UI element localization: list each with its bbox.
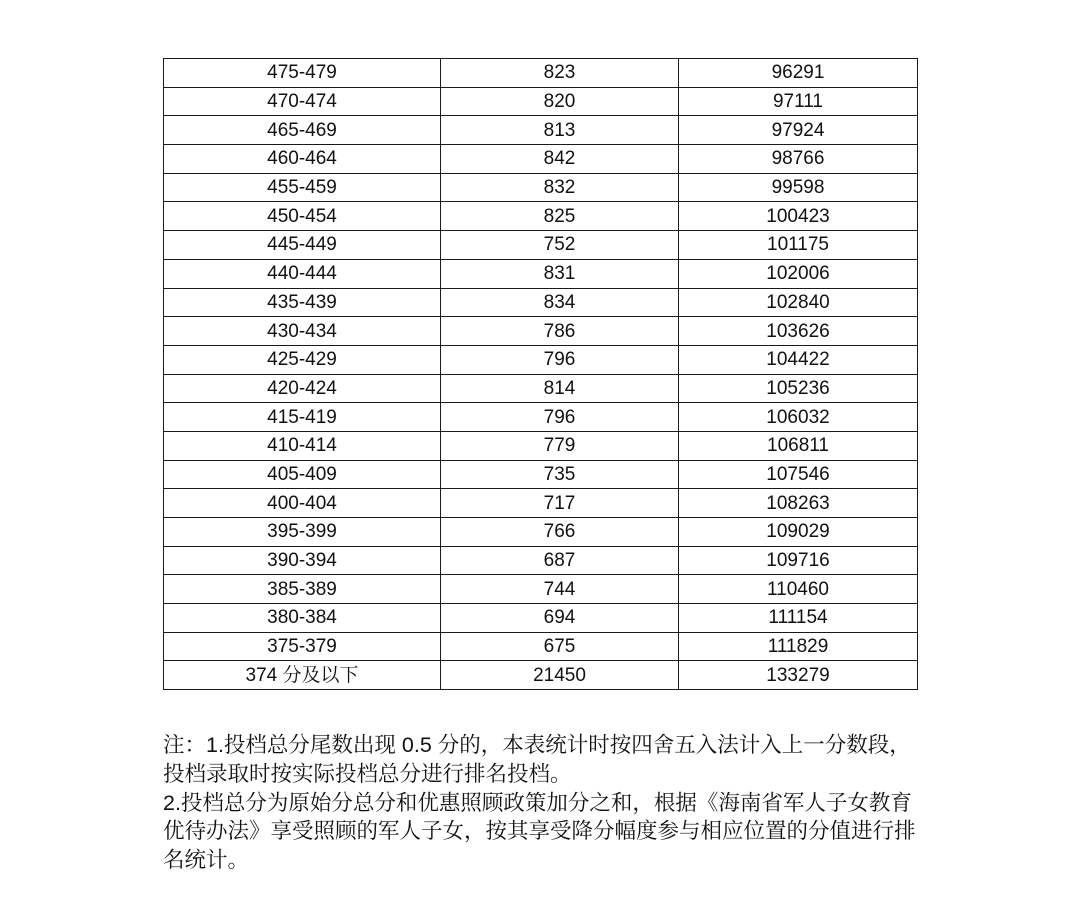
table-row — [164, 345, 918, 374]
table-row — [164, 288, 918, 317]
score-range-cell: 465-469 — [164, 116, 441, 145]
score-range-cell: 420-424 — [164, 374, 441, 403]
count-cell: 752 — [441, 231, 679, 260]
cumulative-count-cell: 99598 — [679, 173, 918, 202]
cumulative-count-cell: 109716 — [679, 546, 918, 575]
count-cell: 834 — [441, 288, 679, 317]
score-range-cell: 415-419 — [164, 403, 441, 432]
cumulative-count-cell: 110460 — [679, 575, 918, 604]
score-range-cell: 470-474 — [164, 87, 441, 116]
score-range-cell: 405-409 — [164, 460, 441, 489]
table-row — [164, 116, 918, 145]
score-range-cell: 445-449 — [164, 231, 441, 260]
score-range-cell: 430-434 — [164, 317, 441, 346]
cumulative-count-cell: 101175 — [679, 231, 918, 260]
cumulative-count-cell: 111829 — [679, 632, 918, 661]
cumulative-count-cell: 96291 — [679, 59, 918, 88]
table-row — [164, 632, 918, 661]
cumulative-count-cell: 111154 — [679, 604, 918, 633]
cumulative-count-cell: 133279 — [679, 661, 918, 690]
cumulative-count-cell: 102006 — [679, 259, 918, 288]
table-row — [164, 489, 918, 518]
note-line-1: 注：1.投档总分尾数出现 0.5 分的，本表统计时按四舍五入法计入上一分数段， — [163, 733, 911, 757]
count-cell: 779 — [441, 431, 679, 460]
table-row — [164, 575, 918, 604]
count-cell: 823 — [441, 59, 679, 88]
score-range-cell: 374 分及以下 — [164, 661, 441, 690]
cumulative-count-cell: 106032 — [679, 403, 918, 432]
table-row — [164, 431, 918, 460]
table-row — [164, 604, 918, 633]
notes-section — [163, 731, 933, 875]
count-cell: 796 — [441, 345, 679, 374]
score-range-cell: 395-399 — [164, 518, 441, 547]
count-cell: 831 — [441, 259, 679, 288]
count-cell: 744 — [441, 575, 679, 604]
cumulative-count-cell: 100423 — [679, 202, 918, 231]
count-cell: 842 — [441, 145, 679, 174]
score-range-cell: 425-429 — [164, 345, 441, 374]
note-line-2: 投档录取时按实际投档总分进行排名投档。 — [163, 761, 572, 786]
score-range-cell: 450-454 — [164, 202, 441, 231]
count-cell: 814 — [441, 374, 679, 403]
table-row — [164, 173, 918, 202]
score-distribution-table — [163, 58, 918, 690]
table-row — [164, 202, 918, 231]
cumulative-count-cell: 98766 — [679, 145, 918, 174]
score-range-cell: 410-414 — [164, 431, 441, 460]
score-range-cell: 435-439 — [164, 288, 441, 317]
table-row — [164, 317, 918, 346]
cumulative-count-cell: 109029 — [679, 518, 918, 547]
count-cell: 675 — [441, 632, 679, 661]
note-line-3: 2.投档总分为原始分总分和优惠照顾政策加分之和，根据《海南省军人子女教育 — [163, 790, 912, 815]
cumulative-count-cell: 107546 — [679, 460, 918, 489]
cumulative-count-cell: 97924 — [679, 116, 918, 145]
score-range-cell: 385-389 — [164, 575, 441, 604]
table-row — [164, 231, 918, 260]
count-cell: 786 — [441, 317, 679, 346]
table-row — [164, 546, 918, 575]
score-range-cell: 400-404 — [164, 489, 441, 518]
count-cell: 717 — [441, 489, 679, 518]
count-cell: 735 — [441, 460, 679, 489]
cumulative-count-cell: 97111 — [679, 87, 918, 116]
count-cell: 813 — [441, 116, 679, 145]
score-range-cell: 475-479 — [164, 59, 441, 88]
table-row — [164, 661, 918, 690]
table-row — [164, 259, 918, 288]
table-body — [164, 59, 918, 690]
count-cell: 687 — [441, 546, 679, 575]
count-cell: 21450 — [441, 661, 679, 690]
count-cell: 796 — [441, 403, 679, 432]
score-range-cell: 380-384 — [164, 604, 441, 633]
score-range-cell: 390-394 — [164, 546, 441, 575]
count-cell: 825 — [441, 202, 679, 231]
cumulative-count-cell: 102840 — [679, 288, 918, 317]
cumulative-count-cell: 106811 — [679, 431, 918, 460]
table-row — [164, 460, 918, 489]
count-cell: 694 — [441, 604, 679, 633]
table-row — [164, 403, 918, 432]
table-row — [164, 87, 918, 116]
count-cell: 832 — [441, 173, 679, 202]
cumulative-count-cell: 104422 — [679, 345, 918, 374]
table-row — [164, 145, 918, 174]
score-range-cell: 460-464 — [164, 145, 441, 174]
table-row — [164, 518, 918, 547]
cumulative-count-cell: 105236 — [679, 374, 918, 403]
table-row — [164, 374, 918, 403]
note-line-4: 优待办法》享受照顾的军人子女，按其享受降分幅度参与相应位置的分值进行排 — [163, 819, 916, 844]
score-range-cell: 440-444 — [164, 259, 441, 288]
cumulative-count-cell: 103626 — [679, 317, 918, 346]
score-range-cell: 375-379 — [164, 632, 441, 661]
cumulative-count-cell: 108263 — [679, 489, 918, 518]
score-range-cell: 455-459 — [164, 173, 441, 202]
note-line-5: 名统计。 — [163, 848, 250, 873]
count-cell: 766 — [441, 518, 679, 547]
count-cell: 820 — [441, 87, 679, 116]
table-row — [164, 59, 918, 88]
